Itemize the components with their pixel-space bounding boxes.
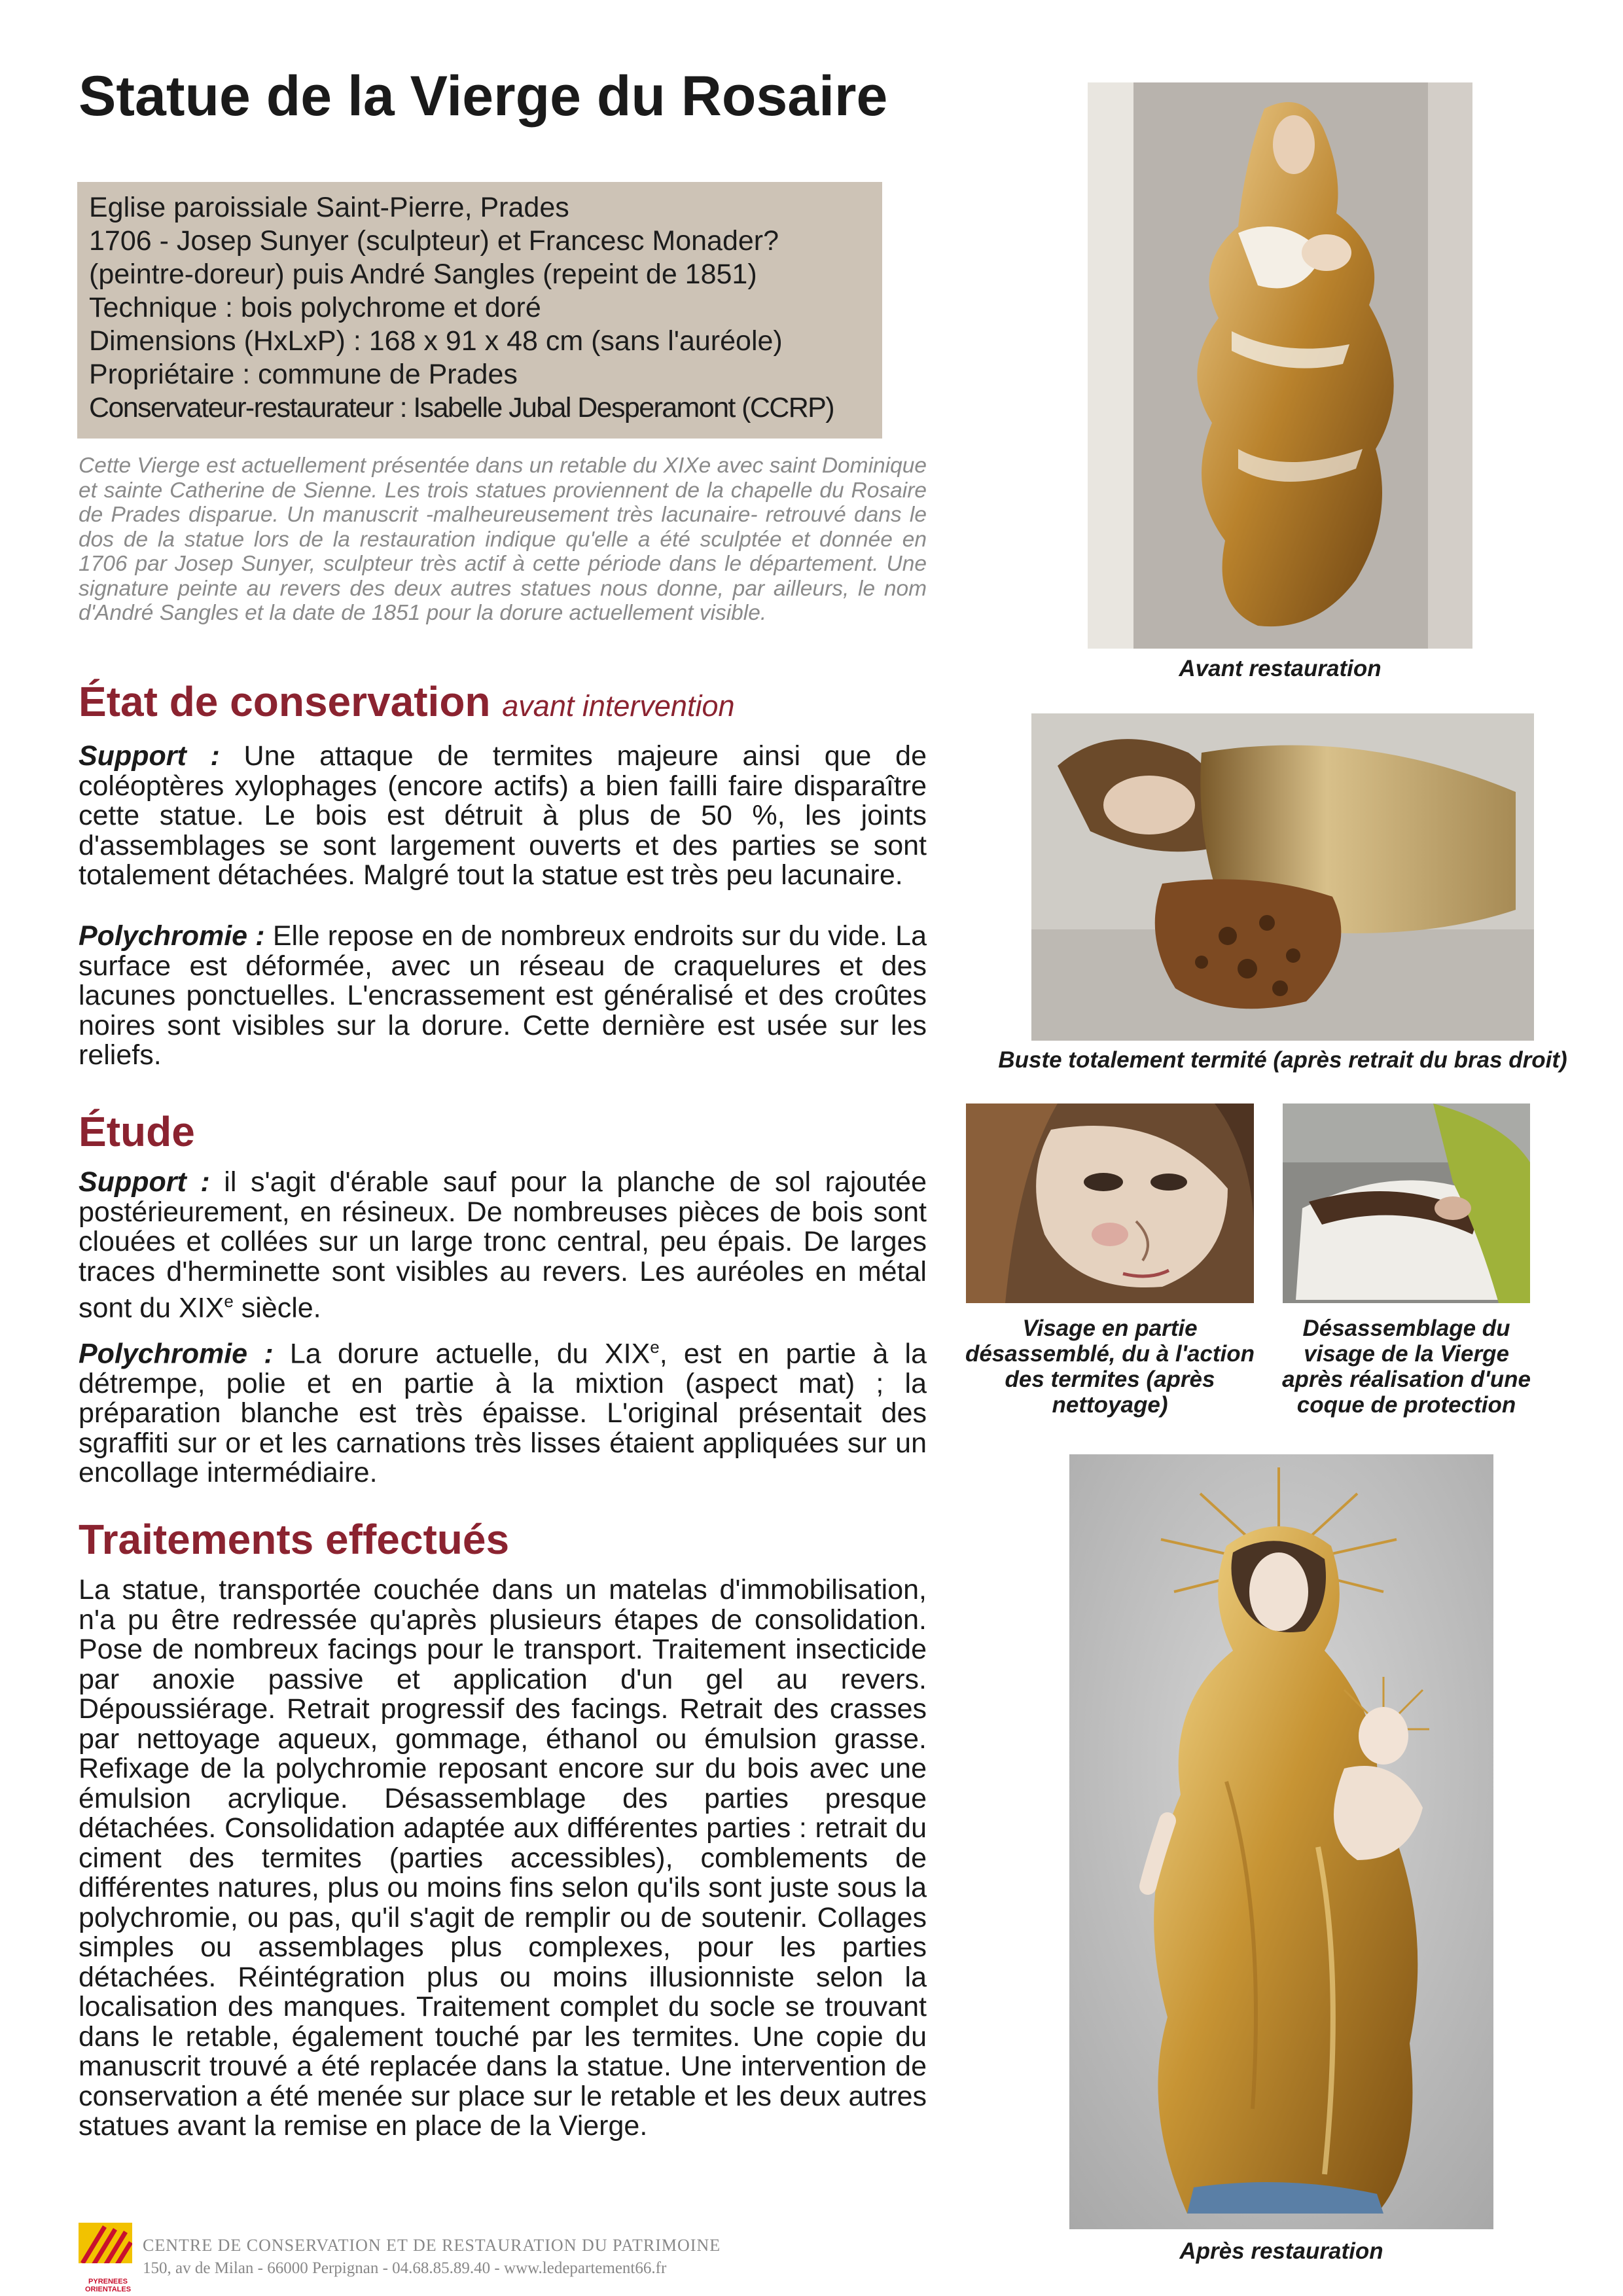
intro-text: Cette Vierge est actuellement présentée dans un retable du XIXe avec saint Dominique et sainte Catherine de Sienne. Les trois statues proviennent de la chapelle du Rosaire de Prades disparue. Un manuscrit -malheureusement très lacunaire- retrouvé dans le dos de la statue lors de la restauration indique qu'elle a été sculptée et donnée en 1706 par Josep Sunyer, sculpteur très actif à cette période dans le département. Une signature peinte au revers des deux autres statues nous donne, par ailleurs, le nom d'André Sangles et la date de 1851 pour la dorure actuellement visible. — [79, 454, 927, 625]
photo-avant-restauration — [1088, 82, 1472, 649]
termite-bust-image — [1031, 713, 1534, 1041]
footer-name: CENTRE DE CONSERVATION ET DE RESTAURATION DU PATRIMOINE — [143, 2236, 721, 2255]
etat-poly-paragraph — [79, 922, 927, 1071]
etude-support-text: il s'agit d'érable sauf pour la planche de sol rajoutée postérieurement, en résineux. De nombreuses pièces de bois sont clouées et collées sur un large tronc central, peu épais. De larges traces d'herminette sont visibles au revers. Les auréoles en métal sont du XIX — [79, 1166, 927, 1324]
superscript: e — [650, 1337, 660, 1357]
photo-visage — [966, 1103, 1254, 1303]
etude-poly-text: La dorure actuelle, du XIX — [273, 1338, 651, 1370]
section-traitements-title: Traitements effectués — [79, 1516, 510, 1563]
etat-support-label: Support : — [79, 740, 220, 772]
etude-poly-paragraph — [79, 1333, 927, 1488]
footer-address: 150, av de Milan - 66000 Perpignan - 04.68.85.89.40 - www.ledepartement66.fr — [143, 2259, 667, 2277]
info-line: Eglise paroissiale Saint-Pierre, Prades — [89, 192, 569, 223]
section-etude-title: Étude — [79, 1108, 195, 1155]
caption-apres: Après restauration — [1179, 2238, 1383, 2264]
etat-support-paragraph — [79, 742, 927, 891]
caption-desassemblage: Désassemblage du visage de la Vierge après réalisation d'une coque de protection — [1282, 1316, 1531, 1418]
statue-before-image — [1088, 82, 1472, 649]
traitements-paragraph: La statue, transportée couchée dans un matelas d'immobilisation, n'a pu être redressée qu'après plusieurs étapes de consolidation. Pose de nombreux facings pour le transport. Traitement insecticide par anoxie passive et application d'un gel au revers. Dépoussiérage. Retrait progressif des facings. Retrait des crasses par nettoyage aqueux, gommage, éthanol ou émulsion grasse. Refixage de la polychromie reposant encore sur du bois avec une émulsion acrylique. Désassemblage des parties presque détachées. Consolidation adaptée aux différentes parties : retrait du ciment des termites (parties accessibles), comblements de différentes natures, plus ou moins fins selon qu'ils sont juste sous la polychromie, ou pas, qu'il s'agit de remplir ou de soutenir. Collages simples ou assemblages plus complexes, pour les parties détachées. Réintégration plus ou moins illusionniste selon la localisation des manques. Traitement complet du socle se trouvant dans le retable, également touché par les termites. Une copie du manuscrit trouvé a été replacée dans la statue. Une intervention de conservation a été menée sur place sur le retable et les deux autres statues avant la remise en place de la Vierge. — [79, 1574, 927, 2142]
caption-visage: Visage en partie désassemblé, du à l'action des termites (après nettoyage) — [965, 1316, 1255, 1418]
superscript: e — [224, 1291, 234, 1311]
caption-buste: Buste totalement termité (après retrait du bras droit) — [998, 1047, 1567, 1073]
info-line: 1706 - Josep Sunyer (sculpteur) et Francesc Monader? — [89, 225, 779, 257]
statue-after-image — [1069, 1454, 1493, 2229]
info-box — [77, 182, 882, 439]
photo-desassemblage — [1283, 1103, 1530, 1303]
etat-title: État de conservation — [79, 678, 491, 725]
etude-support-label: Support : — [79, 1166, 210, 1198]
info-line: Technique : bois polychrome et doré — [89, 292, 541, 323]
etude-support-paragraph — [79, 1168, 927, 1323]
section-etat-title — [79, 678, 735, 725]
info-line: Propriétaire : commune de Prades — [89, 359, 518, 390]
etat-support-text: Une attaque de termites majeure ainsi que de coléoptères xylophages (encore actifs) a bien failli faire disparaître cette statue. Le bois est détruit à plus de 50 %, les joints d'assemblages se sont largement ouverts et des parties se sont totalement détachées. Malgré tout la statue est très peu lacunaire. — [79, 740, 927, 891]
disassembly-image — [1283, 1103, 1530, 1303]
caption-avant: Avant restauration — [1179, 656, 1382, 681]
info-line: Dimensions (HxLxP) : 168 x 91 x 48 cm (sans l'auréole) — [89, 325, 783, 357]
etude-poly-label: Polychromie : — [79, 1338, 274, 1370]
etat-subtitle: avant intervention — [502, 689, 735, 723]
page-title: Statue de la Vierge du Rosaire — [79, 65, 888, 128]
info-line: (peintre-doreur) puis André Sangles (repeint de 1851) — [89, 259, 757, 290]
etude-poly-text-end: , est en partie à la détrempe, polie et en partie à la mixtion (aspect mat) ; la préparation blanche est très épaisse. L'original présentait des sgraffiti sur or et les carnations très lisses étaient appliquées sur un encollage intermédiaire. — [79, 1338, 927, 1489]
etat-poly-text: Elle repose en de nombreux endroits sur du vide. La surface est déformée, avec un réseau de craquelures et des lacunes ponctuelles. L'encrassement est généralisé et des croûtes noires sont visibles sur la dorure. Cette dernière est usée sur les reliefs. — [79, 920, 927, 1071]
etude-support-text-end: siècle. — [233, 1292, 321, 1324]
logo — [79, 2223, 132, 2276]
etat-poly-label: Polychromie : — [79, 920, 265, 952]
face-image — [966, 1103, 1254, 1303]
department-logo-icon — [79, 2223, 132, 2276]
logo-text: PYRENEES ORIENTALES — [84, 2278, 132, 2293]
info-line: Conservateur-restaurateur : Isabelle Jubal Desperamont (CCRP) — [89, 392, 834, 423]
photo-buste — [1031, 713, 1534, 1041]
photo-apres-restauration — [1069, 1454, 1493, 2229]
